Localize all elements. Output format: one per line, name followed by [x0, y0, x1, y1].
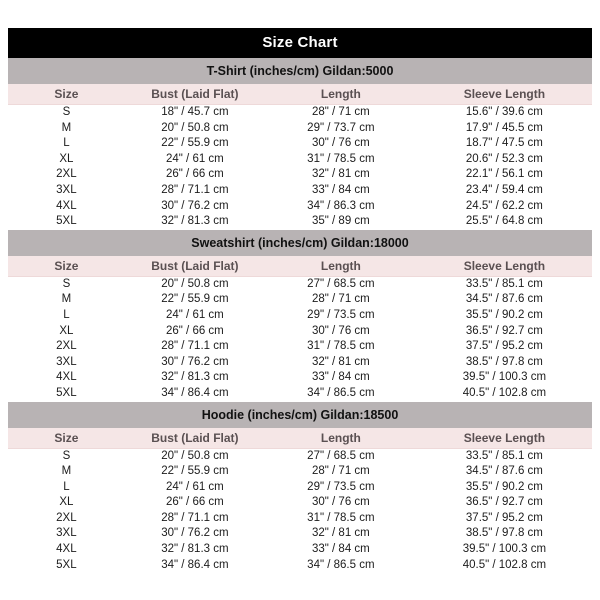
table-cell: 27" / 68.5 cm: [307, 277, 375, 290]
table-cell: 34" / 86.5 cm: [307, 558, 375, 571]
column-header-row: [8, 428, 592, 449]
table-body: [8, 105, 592, 230]
table-row: [8, 324, 592, 340]
section-header: T-Shirt (inches/cm) Gildan:5000: [8, 58, 592, 84]
table-cell: 33" / 84 cm: [311, 371, 370, 384]
table-cell: 4XL: [56, 371, 77, 384]
table-cell: 34" / 86.4 cm: [161, 386, 229, 399]
table-cell: S: [62, 277, 71, 290]
column-header: Length: [265, 84, 417, 105]
table-row: [8, 167, 592, 183]
table-cell: 5XL: [56, 558, 77, 571]
table-body: [8, 276, 592, 401]
table-cell: 33" / 84 cm: [311, 183, 370, 196]
size-table: [8, 428, 592, 574]
table-row: [8, 105, 592, 121]
table-row: [8, 526, 592, 542]
table-row: [8, 214, 592, 230]
table-cell: 28" / 71.1 cm: [161, 340, 229, 353]
column-header: Sleeve Length: [417, 428, 592, 449]
table-cell: L: [63, 480, 70, 493]
column-header: Sleeve Length: [417, 256, 592, 277]
table-body: [8, 448, 592, 573]
table-cell: 34" / 86.5 cm: [307, 386, 375, 399]
table-cell: 24" / 61 cm: [165, 152, 224, 165]
table-cell: M: [61, 293, 72, 306]
table-cell: 5XL: [56, 386, 77, 399]
table-cell: 22" / 55.9 cm: [161, 465, 229, 478]
size-chart-page: [0, 28, 600, 600]
table-row: [8, 183, 592, 199]
table-row: [8, 511, 592, 527]
chart-title: Size Chart: [8, 28, 592, 58]
table-cell: 20" / 50.8 cm: [161, 121, 229, 134]
table-cell: 15.6" / 39.6 cm: [465, 106, 543, 118]
table-cell: 30" / 76 cm: [311, 496, 370, 509]
table-cell: 29" / 73.5 cm: [307, 480, 375, 493]
table-cell: 36.5" / 92.7 cm: [465, 324, 543, 337]
section-header: Hoodie (inches/cm) Gildan:18500: [8, 402, 592, 428]
sections-container: [8, 58, 592, 573]
size-section: [8, 58, 592, 230]
table-cell: 35.5" / 90.2 cm: [465, 308, 543, 321]
table-cell: 34.5" / 87.6 cm: [465, 465, 543, 478]
table-row: [8, 495, 592, 511]
table-cell: 39.5" / 100.3 cm: [462, 371, 547, 384]
table-cell: 22" / 55.9 cm: [161, 137, 229, 150]
table-row: [8, 152, 592, 168]
table-cell: 4XL: [56, 199, 77, 212]
table-cell: 33.5" / 85.1 cm: [465, 449, 543, 462]
table-cell: XL: [59, 496, 74, 509]
table-cell: 32" / 81 cm: [311, 355, 370, 368]
table-cell: 34" / 86.3 cm: [307, 199, 375, 212]
table-cell: 28" / 71.1 cm: [161, 183, 229, 196]
table-row: [8, 276, 592, 292]
table-cell: 31" / 78.5 cm: [307, 511, 375, 524]
table-cell: 30" / 76 cm: [311, 324, 370, 337]
table-cell: 32" / 81 cm: [311, 527, 370, 540]
table-cell: 25.5" / 64.8 cm: [465, 215, 543, 228]
table-cell: 36.5" / 92.7 cm: [465, 496, 543, 509]
table-cell: 18" / 45.7 cm: [161, 106, 229, 118]
table-row: [8, 370, 592, 386]
size-section: [8, 402, 592, 574]
table-cell: XL: [59, 324, 74, 337]
table-cell: 28" / 71.1 cm: [161, 511, 229, 524]
size-chart: [8, 28, 592, 573]
section-header: Sweatshirt (inches/cm) Gildan:18000: [8, 230, 592, 256]
table-cell: 30" / 76.2 cm: [161, 527, 229, 540]
size-table: [8, 84, 592, 230]
table-cell: 23.4" / 59.4 cm: [465, 183, 543, 196]
column-header: Sleeve Length: [417, 84, 592, 105]
table-cell: L: [63, 137, 70, 150]
column-header-row: [8, 84, 592, 105]
column-header: Size: [8, 428, 125, 449]
table-cell: S: [62, 449, 71, 462]
table-row: [8, 558, 592, 574]
table-cell: 24.5" / 62.2 cm: [465, 199, 543, 212]
table-row: [8, 292, 592, 308]
column-header: Length: [265, 256, 417, 277]
table-row: [8, 464, 592, 480]
table-cell: 2XL: [56, 168, 77, 181]
table-cell: M: [61, 465, 72, 478]
table-cell: 31" / 78.5 cm: [307, 340, 375, 353]
table-cell: 3XL: [56, 355, 77, 368]
table-cell: 18.7" / 47.5 cm: [465, 137, 543, 150]
table-cell: 26" / 66 cm: [165, 496, 224, 509]
table-cell: 38.5" / 97.8 cm: [465, 527, 543, 540]
table-cell: 40.5" / 102.8 cm: [462, 386, 547, 399]
table-row: [8, 448, 592, 464]
column-header: Bust (Laid Flat): [125, 256, 265, 277]
table-cell: 37.5" / 95.2 cm: [465, 340, 543, 353]
table-cell: 30" / 76.2 cm: [161, 199, 229, 212]
table-cell: 38.5" / 97.8 cm: [465, 355, 543, 368]
table-cell: 32" / 81.3 cm: [161, 371, 229, 384]
table-row: [8, 308, 592, 324]
table-row: [8, 136, 592, 152]
size-section: [8, 230, 592, 402]
table-cell: 20" / 50.8 cm: [161, 449, 229, 462]
table-row: [8, 542, 592, 558]
table-cell: 32" / 81.3 cm: [161, 215, 229, 228]
table-cell: M: [61, 121, 72, 134]
table-row: [8, 199, 592, 215]
table-cell: 3XL: [56, 183, 77, 196]
column-header-row: [8, 256, 592, 277]
table-cell: 30" / 76.2 cm: [161, 355, 229, 368]
table-cell: 22" / 55.9 cm: [161, 293, 229, 306]
table-cell: 27" / 68.5 cm: [307, 449, 375, 462]
table-cell: 33" / 84 cm: [311, 543, 370, 556]
table-cell: XL: [59, 152, 74, 165]
table-cell: 26" / 66 cm: [165, 324, 224, 337]
table-cell: 31" / 78.5 cm: [307, 152, 375, 165]
table-cell: 28" / 71 cm: [311, 293, 370, 306]
table-cell: L: [63, 308, 70, 321]
table-cell: 20" / 50.8 cm: [161, 277, 229, 290]
table-cell: 24" / 61 cm: [165, 480, 224, 493]
table-row: [8, 386, 592, 402]
table-cell: 32" / 81 cm: [311, 168, 370, 181]
table-cell: 4XL: [56, 543, 77, 556]
table-cell: 26" / 66 cm: [165, 168, 224, 181]
table-cell: 37.5" / 95.2 cm: [465, 511, 543, 524]
table-cell: 28" / 71 cm: [311, 465, 370, 478]
table-row: [8, 121, 592, 137]
table-row: [8, 339, 592, 355]
table-cell: 34.5" / 87.6 cm: [465, 293, 543, 306]
column-header: Bust (Laid Flat): [125, 84, 265, 105]
table-cell: 29" / 73.7 cm: [307, 121, 375, 134]
column-header: Size: [8, 256, 125, 277]
column-header: Size: [8, 84, 125, 105]
table-cell: 32" / 81.3 cm: [161, 543, 229, 556]
table-cell: 5XL: [56, 215, 77, 228]
table-cell: 29" / 73.5 cm: [307, 308, 375, 321]
column-header: Length: [265, 428, 417, 449]
table-cell: 39.5" / 100.3 cm: [462, 543, 547, 556]
table-cell: 34" / 86.4 cm: [161, 558, 229, 571]
table-row: [8, 480, 592, 496]
table-cell: 22.1" / 56.1 cm: [465, 168, 543, 181]
table-cell: 2XL: [56, 511, 77, 524]
table-row: [8, 355, 592, 371]
table-cell: 35" / 89 cm: [311, 215, 370, 228]
table-cell: 2XL: [56, 340, 77, 353]
size-table: [8, 256, 592, 402]
table-cell: 30" / 76 cm: [311, 137, 370, 150]
column-header: Bust (Laid Flat): [125, 428, 265, 449]
table-cell: 24" / 61 cm: [165, 308, 224, 321]
table-cell: 20.6" / 52.3 cm: [465, 152, 543, 165]
table-cell: 3XL: [56, 527, 77, 540]
table-cell: 33.5" / 85.1 cm: [465, 277, 543, 290]
table-cell: 17.9" / 45.5 cm: [465, 121, 543, 134]
table-cell: 28" / 71 cm: [311, 106, 370, 118]
table-cell: 40.5" / 102.8 cm: [462, 558, 547, 571]
table-cell: 35.5" / 90.2 cm: [465, 480, 543, 493]
table-cell: S: [62, 106, 71, 118]
